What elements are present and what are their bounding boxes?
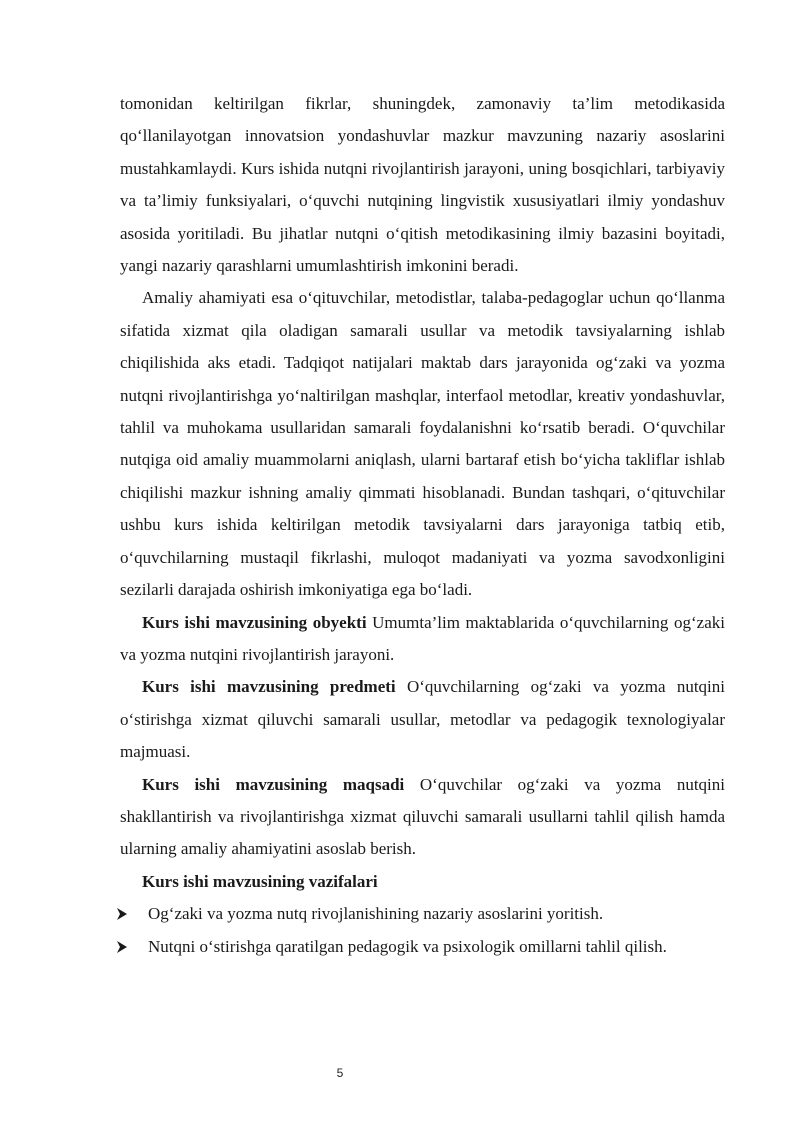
- tasks-heading: [120, 866, 725, 898]
- object-label: Kurs ishi mavzusining obyekti: [142, 612, 367, 632]
- subject-text: O‘quvchilarning og‘zaki va yozma nutqini o‘stirishga xizmat qiluvchi samarali usullar, metodlar va pedagogik texnologiyalar majmuasi.: [120, 677, 725, 762]
- task-text: Og‘zaki va yozma nutq rivojlanishining nazariy asoslarini yoritish.: [148, 904, 604, 924]
- list-item: [116, 898, 721, 930]
- tasks-label: Kurs ishi mavzusining vazifalari: [142, 871, 378, 891]
- task-text: Nutqni o‘stirishga qaratilgan pedagogik va psixologik omillarni tahlil qilish.: [148, 936, 667, 956]
- page-number: 5: [336, 1066, 344, 1080]
- subject-label: Kurs ishi mavzusining predmeti: [142, 677, 396, 697]
- object-text: Umumta’lim maktablarida o‘quvchilarning og‘zaki va yozma nutqini rivojlantirish jarayoni.: [120, 612, 725, 664]
- goal-paragraph: [120, 769, 725, 866]
- goal-text: O‘quvchilar og‘zaki va yozma nutqini shakllantirish va rivojlantirishga xizmat qiluvchi samarali usullarni tahlil qilish hamda ularning amaliy ahamiyatini asoslab berish.: [120, 774, 726, 859]
- practical-significance-paragraph: Amaliy ahamiyati esa o‘qituvchilar, metodistlar, talaba-pedagoglar uchun qo‘llanma sifatida xizmat qila oladigan samarali usullar va metodik tavsiyalarning ishlab chiqilishida aks etadi. Tadqiqot natijalari maktab dars jarayonida og‘zaki va yozma nutqni rivojlantirishga yo‘naltirilgan mashqlar, interfaol metodlar, kreativ yondashuvlar, tahlil va muhokama usullaridan samarali foydalanishni ko‘rsatib beradi. O‘quvchilar nutqiga oid amaliy muammolarni aniqlash, ularni bartaraf etish bo‘yicha takliflar ishlab chiqilishi mazkur ishning amaliy qimmati hisoblanadi. Bundan tashqari, o‘qituvchilar ushbu kurs ishida keltirilgan metodik tavsiyalarni dars jarayoniga tatbiq etib, o‘quvchilarning mustaqil fikrlashi, muloqot madaniyati va yozma savodxonligini sezilarli darajada oshirish imkoniyatiga ega bo‘ladi.: [120, 288, 725, 600]
- object-paragraph: [120, 607, 725, 672]
- intro-paragraph: tomonidan keltirilgan fikrlar, shuningdek, zamonaviy ta’lim metodikasida qo‘llanilayotgan innovatsion yondashuvlar mazkur mavzuning nazariy asoslarini mustahkamlaydi. Kurs ishida nutqni rivojlantirish jarayoni, uning bosqichlari, tarbiyaviy va ta’limiy funksiyalari, o‘quvchi nutqining lingvistik xususiyatlari ilmiy yondashuv asosida yoritiladi. Bu jihatlar nutqni o‘qitish metodikasining ilmiy bazasini boyitadi, yangi nazariy qarashlarni umumlashtirish imkonini beradi.: [120, 94, 725, 276]
- tasks-list: [116, 898, 721, 963]
- list-item: [116, 931, 721, 963]
- subject-paragraph: [120, 671, 725, 768]
- goal-label: Kurs ishi mavzusining maqsadi: [142, 774, 405, 794]
- arrow-bullet-icon: [116, 931, 128, 975]
- page-body: [120, 88, 725, 963]
